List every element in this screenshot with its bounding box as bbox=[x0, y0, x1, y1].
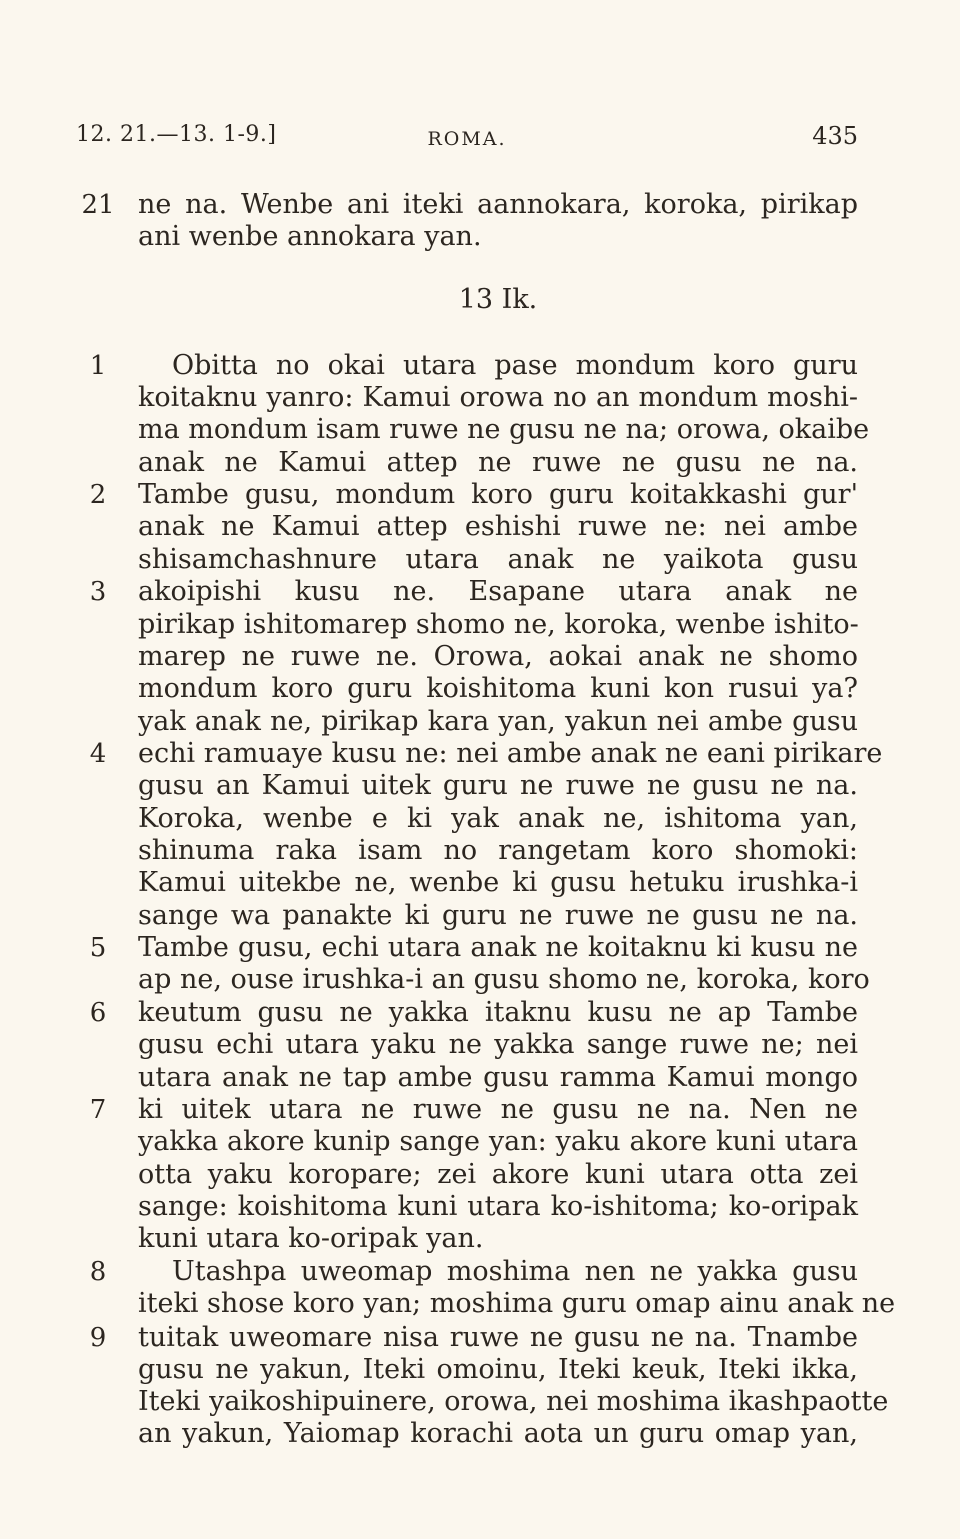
page-number: 435 bbox=[812, 122, 858, 150]
verse-number: 4 bbox=[89, 739, 107, 769]
text-line: Tambe gusu, mondum koro guru koitakkashi gur' bbox=[138, 479, 858, 510]
verse-number: 6 bbox=[89, 998, 107, 1028]
verse-number: 21 bbox=[81, 190, 115, 220]
text-line: Iteki yaikoshipuinere, orowa, nei moshima ikashpaotte bbox=[138, 1386, 889, 1417]
text-line: yakka akore kunip sange yan: yaku akore kuni utara bbox=[138, 1126, 858, 1157]
text-line: Utashpa uweomap moshima nen ne yakka gusu bbox=[172, 1256, 858, 1287]
text-line: shisamchashnure utara anak ne yaikota gusu bbox=[138, 544, 858, 575]
text-line: koitaknu yanro: Kamui orowa no an mondum moshi- bbox=[138, 382, 858, 413]
text-line: pirikap ishitomarep shomo ne, koroka, wenbe ishito- bbox=[138, 609, 859, 640]
running-header bbox=[76, 122, 858, 158]
text-line: gusu ne yakun, Iteki omoinu, Iteki keuk, Iteki ikka, bbox=[138, 1354, 858, 1385]
verse-number: 3 bbox=[89, 577, 107, 607]
text-line: shinuma raka isam no rangetam koro shomoki: bbox=[138, 835, 858, 866]
text-line: mondum koro guru koishitoma kuni kon rusui ya? bbox=[138, 673, 858, 704]
verse-number: 1 bbox=[89, 351, 107, 381]
text-line: gusu an Kamui uitek guru ne ruwe ne gusu ne na. bbox=[138, 770, 858, 801]
text-line: Kamui uitekbe ne, wenbe ki gusu hetuku irushka-i bbox=[138, 867, 858, 898]
text-line: iteki shose koro yan; moshima guru omap ainu anak ne bbox=[138, 1288, 896, 1319]
text-line: ne na. Wenbe ani iteki aannokara, koroka, pirikap bbox=[138, 189, 858, 220]
chapter-verse-reference: 12. 21.—13. 1-9.] bbox=[76, 122, 277, 147]
verse-number: 9 bbox=[89, 1323, 107, 1353]
verse-number: 5 bbox=[89, 933, 107, 963]
book-title: ROMA. bbox=[427, 128, 507, 150]
text-line: ki uitek utara ne ruwe ne gusu ne na. Nen ne bbox=[138, 1094, 858, 1125]
verse-number: 2 bbox=[89, 480, 107, 510]
text-line: anak ne Kamui attep eshishi ruwe ne: nei ambe bbox=[138, 511, 858, 542]
text-line: kuni utara ko-oripak yan. bbox=[138, 1223, 484, 1254]
text-line: gusu echi utara yaku ne yakka sange ruwe ne; nei bbox=[138, 1029, 858, 1060]
verse-number: 8 bbox=[89, 1257, 107, 1287]
text-line: anak ne Kamui attep ne ruwe ne gusu ne na. bbox=[138, 447, 858, 478]
text-line: ani wenbe annokara yan. bbox=[138, 221, 482, 252]
text-line: sange: koishitoma kuni utara ko-ishitoma; ko-oripak bbox=[138, 1191, 858, 1222]
text-line: ap ne, ouse irushka-i an gusu shomo ne, koroka, koro bbox=[138, 964, 870, 995]
text-line: marep ne ruwe ne. Orowa, aokai anak ne shomo bbox=[138, 641, 858, 672]
text-line: akoipishi kusu ne. Esapane utara anak ne bbox=[138, 576, 858, 607]
text-line: echi ramuaye kusu ne: nei ambe anak ne eani pirikare bbox=[138, 738, 883, 769]
text-line: Tambe gusu, echi utara anak ne koitaknu ki kusu ne bbox=[138, 932, 858, 963]
text-line: keutum gusu ne yakka itaknu kusu ne ap Tambe bbox=[138, 997, 858, 1028]
text-line: yak anak ne, pirikap kara yan, yakun nei ambe gusu bbox=[138, 706, 858, 737]
text-line: an yakun, Yaiomap korachi aota un guru omap yan, bbox=[138, 1418, 858, 1449]
text-line: Koroka, wenbe e ki yak anak ne, ishitoma yan, bbox=[138, 803, 858, 834]
verse-number: 7 bbox=[89, 1095, 107, 1125]
chapter-heading: 13 Ik. bbox=[458, 284, 538, 315]
text-line: Obitta no okai utara pase mondum koro guru bbox=[172, 350, 858, 381]
text-line: tuitak uweomare nisa ruwe ne gusu ne na. Tnambe bbox=[138, 1322, 858, 1353]
text-line: sange wa panakte ki guru ne ruwe ne gusu ne na. bbox=[138, 900, 858, 931]
text-line: otta yaku koropare; zei akore kuni utara otta zei bbox=[138, 1159, 858, 1190]
text-line: ma mondum isam ruwe ne gusu ne na; orowa, okaibe bbox=[138, 414, 870, 445]
text-line: utara anak ne tap ambe gusu ramma Kamui mongo bbox=[138, 1062, 858, 1093]
